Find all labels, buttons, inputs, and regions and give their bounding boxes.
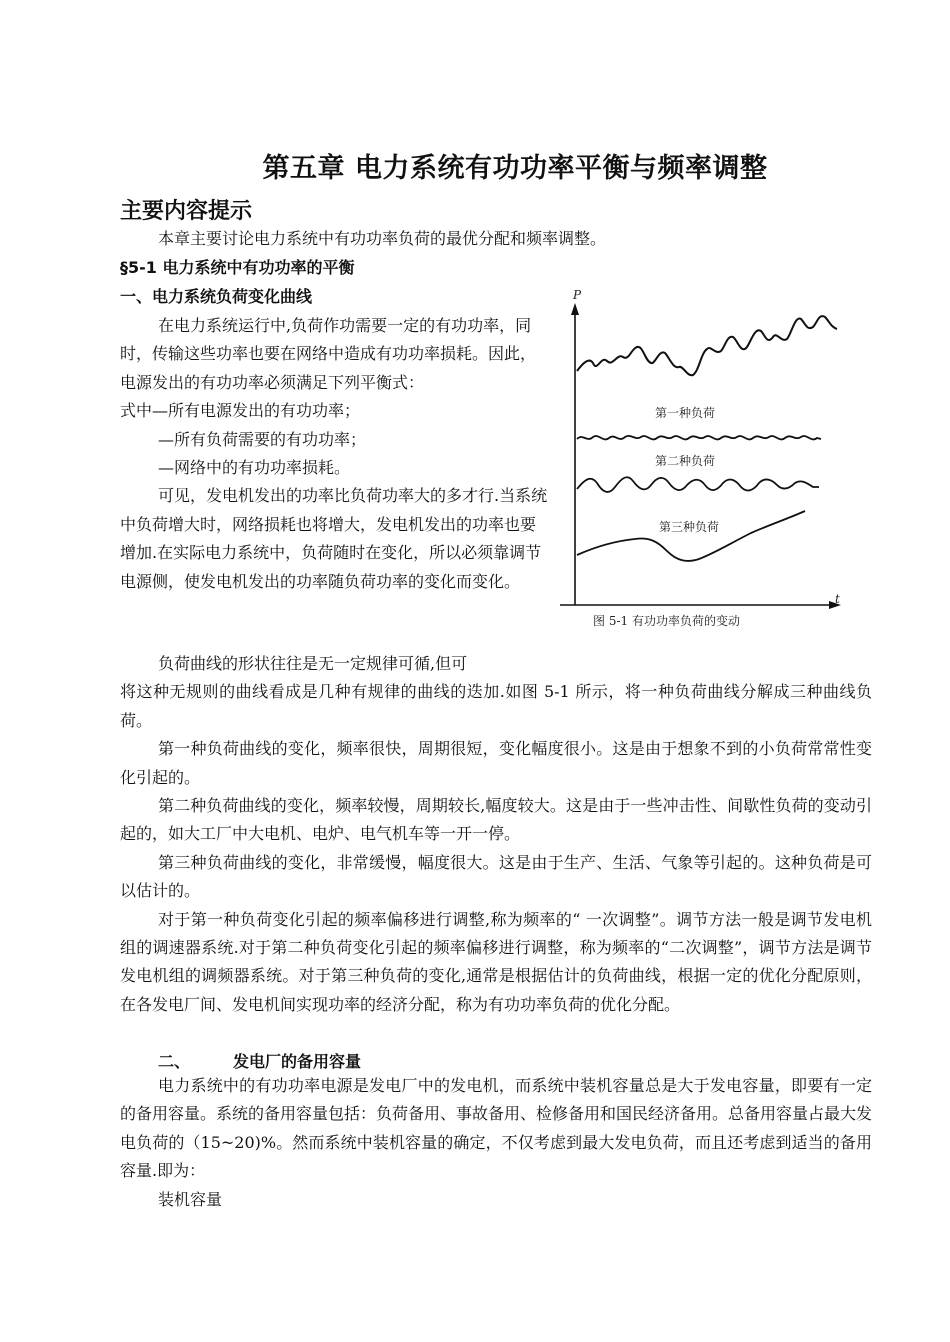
label-load-3: 第三种负荷 [659, 520, 720, 534]
load-curve-2 [577, 477, 819, 492]
load-curve-1 [577, 436, 821, 440]
section-5-1-heading: §5-1 电力系统中有功功率的平衡 [120, 258, 355, 277]
paragraph-balance: 在电力系统运行中,负荷作功需要一定的有功功率，同时，传输这些功率也要在网络中造成有功功率损耗。因此，电源发出的有功功率必须满足下列平衡式： [120, 316, 537, 392]
paragraph-curve-shape-b: 将这种无规则的曲线看成是几种有规律的曲线的迭加.如图 5-1 所示，将一种负荷曲线分解成三种曲线负荷。 [120, 682, 872, 730]
definition-load: —所有负荷需要的有功功率； [158, 429, 367, 449]
total-load-curve [577, 316, 837, 375]
chapter-title: 第五章 电力系统有功功率平衡与频率调整 [262, 153, 768, 184]
paragraph-frequency-regulation: 对于第一种负荷变化引起的频率偏移进行调整,称为频率的“ 一次调整”。调节方法一般是调节发电机组的调速器系统.对于第二种负荷变化引起的频率偏移进行调整，称为频率的“二次调整”，调节方法是调节发电机组的调频器系统。对于第三种负荷的变化,通常是根据估计的负荷曲线，根据一定的优化分配原则，在各发电厂间、发电机间实现功率的经济分配，称为有功功率负荷的优化分配。 [120, 909, 872, 1014]
paragraph-curve-shape-a: 负荷曲线的形状往往是无一定规律可循,但可 [158, 654, 468, 673]
y-axis-label: P [573, 288, 582, 302]
definition-loss: —网络中的有功功率损耗。 [158, 458, 351, 478]
label-load-2: 第二种负荷 [655, 454, 716, 468]
definition-generation: 式中—所有电源发出的有功功率； [120, 401, 361, 421]
subsection-2-title: 发电厂的备用容量 [233, 1052, 362, 1071]
paragraph-load-type-1: 第一种负荷曲线的变化，频率很快，周期很短，变化幅度很小。这是由于想象不到的小负荷常常性变化引起的。 [120, 739, 872, 787]
intro-paragraph: 本章主要讨论电力系统中有功功率负荷的最优分配和频率调整。 [158, 229, 607, 248]
figure-caption: 图 5-1 有功功率负荷的变动 [593, 614, 740, 628]
main-text [120, 650, 872, 1019]
subsection-2-heading [158, 1049, 361, 1072]
label-load-1: 第一种负荷 [655, 406, 716, 420]
reserve-text [120, 1072, 872, 1214]
figure-5-1 [555, 283, 855, 633]
paragraph-load-type-2: 第二种负荷曲线的变化，频率较慢，周期较长,幅度较大。这是由于一些冲击性、间歇性负荷的变动引起的，如大工厂中大电机、电炉、电气机车等一开一停。 [120, 796, 872, 844]
paragraph-installed-capacity: 装机容量 [158, 1189, 223, 1209]
paragraph-generation: 可见，发电机发出的功率比负荷功率大的多才行.当系统中负荷增大时，网络损耗也将增大，发电机发出的功率也要增加.在实际电力系统中，负荷随时在变化，所以必须靠调节电源侧，使发电机发出的功率随负荷功率的变化而变化。 [120, 486, 548, 591]
subsection-2-number: 二、 [158, 1052, 191, 1071]
left-column-text [120, 312, 548, 596]
subsection-1-heading: 一、电力系统负荷变化曲线 [120, 287, 313, 306]
paragraph-reserve-capacity: 电力系统中的有功功率电源是发电厂中的发电机，而系统中装机容量总是大于发电容量，即要有一定的备用容量。系统的备用容量包括：负荷备用、事故备用、检修备用和国民经济备用。总备用容量占最大发电负荷的（15~20)%。然而系统中装机容量的确定，不仅考虑到最大发电负荷，而且还考虑到适当的备用容量.即为： [120, 1076, 873, 1181]
section-heading: 主要内容提示 [120, 199, 253, 224]
y-axis-arrow [571, 303, 579, 315]
x-axis-label: t [835, 592, 840, 606]
load-curve-3 [577, 511, 805, 561]
paragraph-load-type-3: 第三种负荷曲线的变化，非常缓慢，幅度很大。这是由于生产、生活、气象等引起的。这种负荷是可以估计的。 [120, 852, 872, 901]
